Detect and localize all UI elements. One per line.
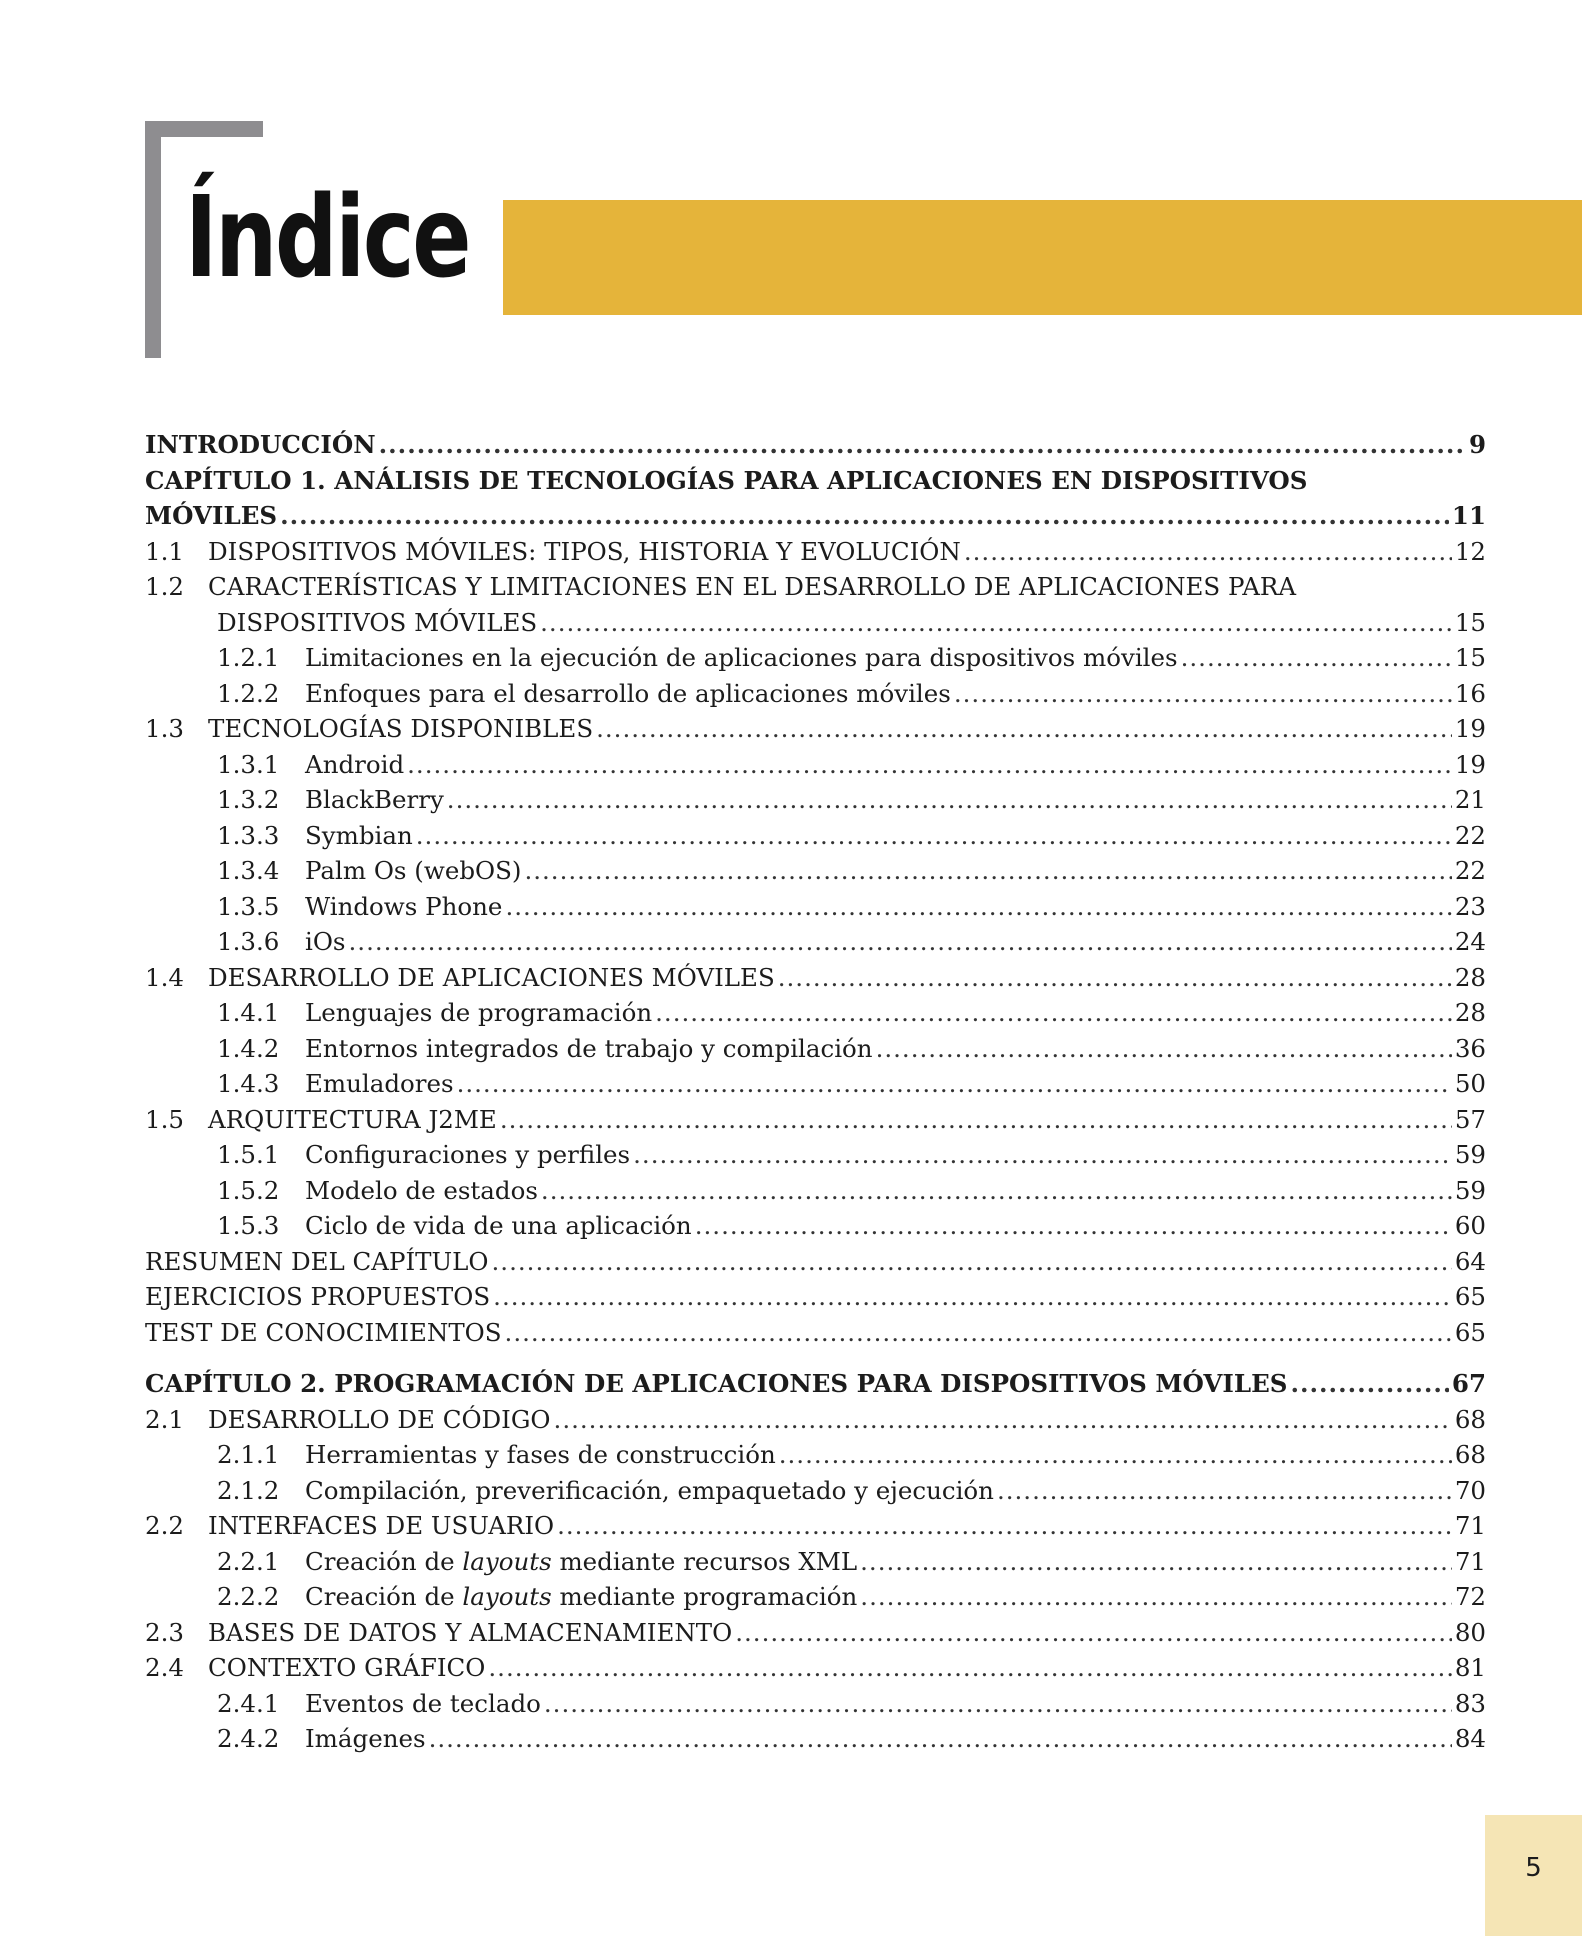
toc-number: 1.4.2 [217, 1033, 280, 1063]
toc-page: 15 [1454, 607, 1486, 637]
toc-entry-1-4-1[interactable] [145, 998, 1486, 1034]
toc-label: Lenguajes de programación [305, 998, 653, 1027]
toc-number: 1.5 [145, 1104, 184, 1134]
toc-page: 19 [1454, 714, 1486, 743]
toc-label: CAPÍTULO 1. ANÁLISIS DE TECNOLOGÍAS PARA APLICACIONES EN DISPOSITIVOS [145, 465, 1308, 495]
toc-page: 67 [1451, 1369, 1486, 1398]
toc-number: 1.1 [145, 536, 184, 566]
toc-label: Herramientas y fases de construcción [305, 1440, 776, 1469]
toc-label-italic: layouts [462, 1582, 552, 1611]
toc-entry-2-4-1[interactable] [145, 1689, 1486, 1725]
toc-label: DESARROLLO DE CÓDIGO [208, 1404, 551, 1434]
toc-leader-dots [633, 1140, 1452, 1169]
toc-label: EJERCICIOS PROPUESTOS [145, 1282, 491, 1311]
toc-number: 1.2 [145, 572, 184, 601]
toc-entry-1-3-3[interactable] [145, 821, 1486, 857]
toc-leader-dots [655, 998, 1452, 1027]
toc-label: Compilación, preverificación, empaquetado y ejecución [305, 1475, 994, 1505]
toc-page: 84 [1454, 1724, 1486, 1753]
toc-entry-1-3-6[interactable] [145, 927, 1486, 963]
toc-label: iOs [305, 927, 346, 956]
toc-page: 28 [1454, 998, 1486, 1027]
toc-entry-introduccion[interactable] [145, 430, 1486, 466]
toc-page: 50 [1454, 1069, 1486, 1098]
toc-label: Ciclo de vida de una aplicación [305, 1211, 692, 1240]
toc-page: 11 [1451, 501, 1486, 530]
toc-number: 2.1 [145, 1404, 184, 1434]
toc-number: 2.4 [145, 1653, 184, 1682]
toc-page: 60 [1454, 1211, 1486, 1240]
toc-leader-dots [544, 1689, 1452, 1718]
toc-entry-1-5-1[interactable] [145, 1140, 1486, 1176]
toc-leader-dots [457, 1069, 1452, 1098]
toc-leader-dots [1290, 1369, 1448, 1398]
toc-number: 2.1.2 [217, 1475, 280, 1505]
toc-label: Android [305, 749, 405, 779]
toc-leader-dots [505, 892, 1451, 921]
toc-page: 57 [1454, 1104, 1486, 1134]
toc-entry-2-4-2[interactable] [145, 1724, 1486, 1760]
toc-entry-1-2[interactable] [145, 608, 1486, 644]
toc-number: 1.2.2 [217, 678, 280, 708]
toc-page: 70 [1454, 1475, 1486, 1505]
toc-leader-dots [492, 1247, 1452, 1276]
toc-page: 71 [1454, 1546, 1486, 1576]
toc-label: CAPÍTULO 2. PROGRAMACIÓN DE APLICACIONES PARA DISPOSITIVOS MÓVILES [145, 1369, 1288, 1398]
toc-label: Modelo de estados [305, 1175, 538, 1205]
toc-page: 59 [1454, 1140, 1486, 1169]
toc-leader-dots [778, 963, 1452, 992]
toc-label: BlackBerry [305, 785, 444, 814]
toc-label [305, 1547, 857, 1576]
toc-entry-1-3-1[interactable] [145, 750, 1486, 786]
toc-entry-1-5-3[interactable] [145, 1211, 1486, 1247]
toc-page: 68 [1454, 1440, 1486, 1469]
toc-leader-dots [379, 430, 1466, 459]
toc-number: 1.2.1 [217, 643, 280, 672]
toc-leader-dots [493, 1282, 1452, 1311]
toc-number: 2.1.1 [217, 1440, 280, 1469]
toc-page: 12 [1454, 536, 1486, 566]
toc-number: 1.3.1 [217, 749, 280, 779]
toc-leader-dots [280, 501, 1449, 530]
toc-label: Palm Os (webOS) [305, 856, 522, 885]
page-number: 5 [1525, 1853, 1542, 1883]
toc-label: MÓVILES [145, 501, 278, 530]
toc-page: 65 [1454, 1282, 1486, 1311]
toc-leader-dots [349, 927, 1452, 956]
toc-page: 81 [1454, 1653, 1486, 1682]
toc-entry-2-1[interactable] [145, 1405, 1486, 1441]
table-of-contents [145, 430, 1486, 1760]
toc-entry-1-2-1[interactable] [145, 643, 1486, 679]
toc-label: Eventos de teclado [305, 1688, 541, 1718]
toc-leader-dots [596, 714, 1452, 743]
toc-label-part: Creación de [305, 1546, 463, 1576]
toc-number: 1.3 [145, 714, 184, 743]
toc-entry-1-2-line1[interactable] [145, 572, 1486, 608]
toc-leader-dots [554, 1405, 1452, 1434]
toc-leader-dots [540, 608, 1452, 637]
toc-label: Symbian [305, 820, 413, 850]
toc-page: 22 [1454, 856, 1486, 885]
toc-entry-1-4-3[interactable] [145, 1069, 1486, 1105]
toc-label: Windows Phone [305, 891, 503, 921]
toc-label-part: Creación de [305, 1582, 463, 1611]
toc-entry-test[interactable] [145, 1318, 1486, 1354]
toc-label-part: mediante recursos XML [551, 1546, 858, 1576]
toc-leader-dots [407, 750, 1452, 779]
toc-page: 65 [1454, 1317, 1486, 1347]
toc-page: 80 [1454, 1617, 1486, 1647]
toc-leader-dots [505, 1318, 1452, 1347]
toc-number: 1.3.6 [217, 927, 280, 956]
toc-page: 24 [1454, 927, 1486, 956]
toc-leader-dots [524, 856, 1451, 885]
toc-number: 1.3.3 [217, 820, 280, 850]
toc-page: 36 [1454, 1033, 1486, 1063]
toc-leader-dots [997, 1476, 1452, 1505]
toc-number: 1.4 [145, 962, 184, 992]
toc-label: Entornos integrados de trabajo y compilación [305, 1033, 873, 1063]
toc-page: 19 [1454, 749, 1486, 779]
toc-entry-cap2[interactable] [145, 1369, 1486, 1405]
toc-number: 2.2.2 [217, 1582, 280, 1611]
toc-entry-1-5-2[interactable] [145, 1176, 1486, 1212]
toc-leader-dots [860, 1547, 1452, 1576]
toc-entry-1-4-2[interactable] [145, 1034, 1486, 1070]
toc-number: 1.5.1 [217, 1140, 280, 1169]
toc-page: 9 [1468, 430, 1486, 459]
toc-number: 1.5.2 [217, 1175, 280, 1205]
toc-page: 28 [1454, 962, 1486, 992]
toc-number: 2.3 [145, 1617, 184, 1647]
toc-entry-1-5[interactable] [145, 1105, 1486, 1141]
title-accent-bar [503, 200, 1582, 315]
toc-leader-dots [964, 537, 1452, 566]
toc-label: RESUMEN DEL CAPÍTULO [145, 1246, 489, 1276]
toc-label: DISPOSITIVOS MÓVILES: TIPOS, HISTORIA Y EVOLUCIÓN [208, 536, 961, 566]
toc-entry-1-2-2[interactable] [145, 679, 1486, 715]
toc-label-part: mediante programación [551, 1582, 858, 1611]
toc-entry-2-4[interactable] [145, 1653, 1486, 1689]
toc-page: 64 [1454, 1246, 1486, 1276]
toc-label: Limitaciones en la ejecución de aplicaciones para dispositivos móviles [305, 643, 1178, 672]
toc-number: 1.3.2 [217, 785, 280, 814]
toc-page: 22 [1454, 820, 1486, 850]
toc-leader-dots [447, 785, 1452, 814]
toc-label: Configuraciones y perfiles [305, 1140, 631, 1169]
toc-entry-2-2[interactable] [145, 1511, 1486, 1547]
toc-label: Enfoques para el desarrollo de aplicaciones móviles [305, 678, 951, 708]
toc-page: 71 [1454, 1511, 1486, 1540]
toc-label: INTERFACES DE USUARIO [208, 1511, 555, 1540]
toc-label [305, 1582, 857, 1611]
toc-label: BASES DE DATOS Y ALMACENAMIENTO [208, 1617, 733, 1647]
toc-label: Imágenes [305, 1724, 426, 1753]
toc-label: TECNOLOGÍAS DISPONIBLES [208, 714, 594, 743]
toc-label: CARACTERÍSTICAS Y LIMITACIONES EN EL DESARROLLO DE APLICACIONES PARA [208, 572, 1297, 601]
toc-entry-resumen[interactable] [145, 1247, 1486, 1283]
toc-page: 15 [1454, 643, 1486, 672]
toc-label: ARQUITECTURA J2ME [208, 1104, 497, 1134]
toc-entry-1-1[interactable] [145, 537, 1486, 573]
toc-entry-cap1[interactable] [145, 501, 1486, 537]
toc-entry-1-3-4[interactable] [145, 856, 1486, 892]
toc-leader-dots [695, 1211, 1452, 1240]
toc-label: CONTEXTO GRÁFICO [208, 1653, 486, 1682]
page-number-box [1485, 1815, 1582, 1936]
toc-entry-1-4[interactable] [145, 963, 1486, 999]
toc-label: INTRODUCCIÓN [145, 430, 376, 459]
toc-page: 72 [1454, 1582, 1486, 1611]
toc-entry-2-1-2[interactable] [145, 1476, 1486, 1512]
toc-leader-dots [860, 1582, 1452, 1611]
toc-entry-2-1-1[interactable] [145, 1440, 1486, 1476]
toc-entry-1-3[interactable] [145, 714, 1486, 750]
toc-entry-2-3[interactable] [145, 1618, 1486, 1654]
toc-page: 23 [1454, 891, 1486, 921]
toc-page: 83 [1454, 1688, 1486, 1718]
toc-leader-dots [488, 1653, 1451, 1682]
toc-number: 1.3.5 [217, 891, 280, 921]
toc-page: 21 [1454, 785, 1486, 814]
toc-leader-dots [1181, 643, 1452, 672]
toc-entry-ejercicios[interactable] [145, 1282, 1486, 1318]
toc-number: 1.5.3 [217, 1211, 280, 1240]
toc-leader-dots [735, 1618, 1452, 1647]
toc-entry-1-3-2[interactable] [145, 785, 1486, 821]
toc-number: 2.2.1 [217, 1546, 280, 1576]
toc-label: DESARROLLO DE APLICACIONES MÓVILES [208, 962, 775, 992]
toc-number: 1.4.3 [217, 1069, 280, 1098]
toc-label: DISPOSITIVOS MÓVILES [217, 607, 538, 637]
toc-entry-1-3-5[interactable] [145, 892, 1486, 928]
toc-number: 1.3.4 [217, 856, 280, 885]
toc-leader-dots [876, 1034, 1452, 1063]
toc-leader-dots [500, 1105, 1452, 1134]
toc-page: 68 [1454, 1404, 1486, 1434]
toc-label-italic: layouts [462, 1546, 552, 1576]
toc-leader-dots [954, 679, 1452, 708]
toc-leader-dots [541, 1176, 1452, 1205]
toc-page: 16 [1454, 678, 1486, 708]
toc-number: 2.4.1 [217, 1688, 280, 1718]
toc-number: 1.4.1 [217, 998, 280, 1027]
toc-entry-2-2-2[interactable] [145, 1582, 1486, 1618]
toc-entry-cap1-line1[interactable] [145, 466, 1486, 502]
toc-entry-2-2-1[interactable] [145, 1547, 1486, 1583]
toc-leader-dots [779, 1440, 1452, 1469]
toc-leader-dots [416, 821, 1452, 850]
toc-number: 2.2 [145, 1511, 184, 1540]
page-title: Índice [185, 173, 470, 303]
toc-label: Emuladores [305, 1069, 454, 1098]
toc-number: 2.4.2 [217, 1724, 280, 1753]
toc-page: 59 [1454, 1175, 1486, 1205]
toc-leader-dots [429, 1724, 1452, 1753]
toc-leader-dots [557, 1511, 1452, 1540]
toc-label: TEST DE CONOCIMIENTOS [145, 1317, 502, 1347]
